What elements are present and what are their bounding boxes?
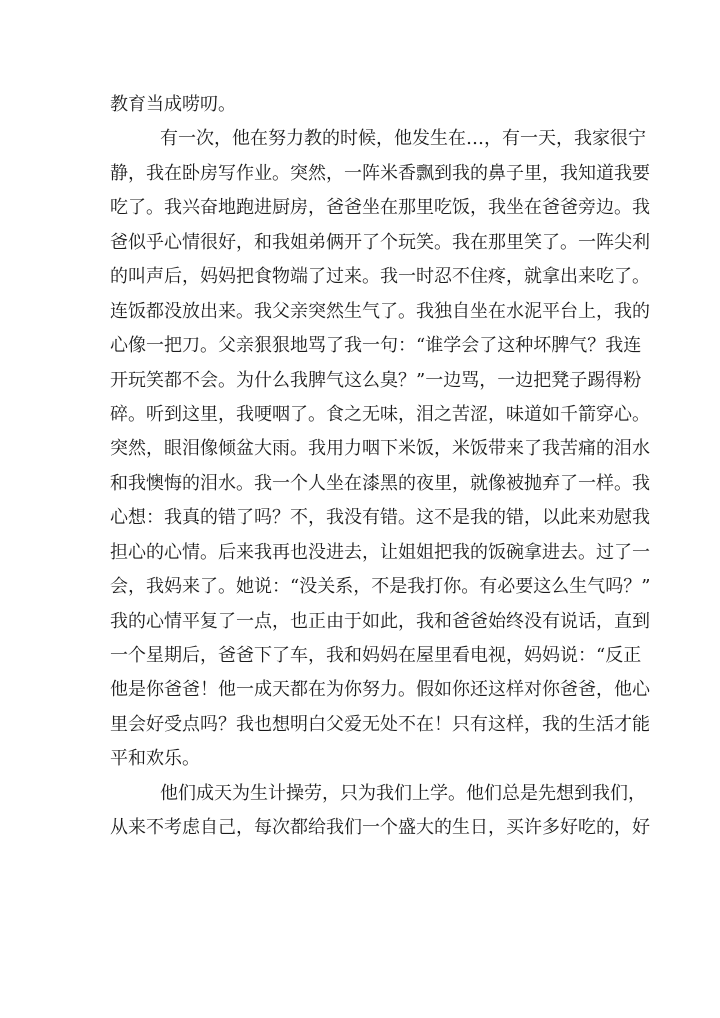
text-line: 会 ， 我 妈 来 了 。 她 说 ： “ 没 关 系 ， 不 是 我 打 你 。 有 必 要 这 么 生 气 吗 ？ ” bbox=[110, 576, 651, 598]
text-line: 爸 似 乎 心 情 很 好 ， 和 我 姐 弟 俩 开 了 个 玩 笑 。 我 在 那 里 笑 了 。 一 阵 尖 利 bbox=[110, 231, 650, 253]
text-line: 他 是 你 爸 爸 ！ 他 一 成 天 都 在 为 你 努 力 。 假 如 你 还 这 样 对 你 爸 爸 ， 他 心 bbox=[110, 679, 650, 701]
text-line: 我 的 心 情 平 复 了 一 点 ， 也 正 由 于 如 此 ， 我 和 爸 爸 始 终 没 有 说 话 ， 直 到 bbox=[110, 610, 650, 632]
text-line: 平和欢乐。 bbox=[110, 748, 200, 770]
text-line: 心 像 一 把 刀 。 父 亲 狠 狠 地 骂 了 我 一 句 ： “ 谁 学 会 了 这 种 坏 脾 气 ？ 我 连 bbox=[110, 335, 642, 357]
text-line: 突 然 ， 眼 泪 像 倾 盆 大 雨 。 我 用 力 咽 下 米 饭 ， 米 饭 带 来 了 我 苦 痛 的 泪 水 bbox=[110, 438, 650, 460]
text-line: 静 ， 我 在 卧 房 写 作 业 。 突 然 ， 一 阵 米 香 飘 到 我 的 鼻 子 里 ， 我 知 道 我 要 bbox=[110, 162, 650, 184]
text-line: 开 玩 笑 都 不 会 。 为 什 么 我 脾 气 这 么 臭 ？ ” 一 边 骂 ， 一 边 把 凳 子 踢 得 粉 bbox=[110, 369, 642, 391]
paragraph-2 bbox=[110, 122, 651, 776]
text-line: 从 来 不 考 虑 自 己 ， 每 次 都 给 我 们 一 个 盛 大 的 生 日 ， 买 许 多 好 吃 的 ， 好 bbox=[110, 817, 650, 839]
body-text bbox=[110, 88, 651, 846]
text-line: 教育当成唠叨。 bbox=[110, 94, 236, 115]
text-line: 一 个 星 期 后 ， 爸 爸 下 了 车 ， 我 和 妈 妈 在 屋 里 看 电 视 ， 妈 妈 说 ： “ 反 正 bbox=[110, 645, 642, 666]
text-line: 他 们 成 天 为 生 计 操 劳 ， 只 为 我 们 上 学 。 他 们 总 是 先 想 到 我 们 ， bbox=[160, 782, 646, 804]
text-line: 连 饭 都 没 放 出 来 。 我 父 亲 突 然 生 气 了 。 我 独 自 坐 在 水 泥 平 台 上 ， 我 的 bbox=[110, 300, 650, 322]
text-line: 心 想 ： 我 真 的 错 了 吗 ？ 不 ， 我 没 有 错 。 这 不 是 我 的 错 ， 以 此 来 劝 慰 我 bbox=[110, 507, 650, 529]
text-line: 和 我 懊 悔 的 泪 水 。 我 一 个 人 坐 在 漆 黑 的 夜 里 ， 就 像 被 抛 弃 了 一 样 。 我 bbox=[110, 472, 650, 494]
text-line: 担 心 的 心 情 。 后 来 我 再 也 没 进 去 ， 让 姐 姐 把 我 的 饭 碗 拿 进 去 。 过 了 一 bbox=[110, 541, 650, 563]
text-line: 有 一 次 ， 他 在 努 力 教 的 时 候 ， 他 发 生 在 … ， 有 一 天 ， 我 家 很 宁 bbox=[160, 128, 646, 150]
paragraph-1 bbox=[110, 88, 610, 122]
text-line: 的 叫 声 后 ， 妈 妈 把 食 物 端 了 过 来 。 我 一 时 忍 不 住 疼 ， 就 拿 出 来 吃 了 。 bbox=[110, 266, 650, 288]
paragraph-3 bbox=[110, 777, 650, 846]
text-line: 吃 了 。 我 兴 奋 地 跑 进 厨 房 ， 爸 爸 坐 在 那 里 吃 饭 ， 我 坐 在 爸 爸 旁 边 。 我 bbox=[110, 197, 650, 219]
text-line: 碎 。 听 到 这 里 ， 我 哽 咽 了 。 食 之 无 味 ， 泪 之 苦 涩 ， 味 道 如 千 箭 穿 心 。 bbox=[110, 403, 650, 425]
text-line: 里 会 好 受 点 吗 ？ 我 也 想 明 白 父 爱 无 处 不 在 ！ 只 有 这 样 ， 我 的 生 活 才 能 bbox=[110, 713, 650, 735]
